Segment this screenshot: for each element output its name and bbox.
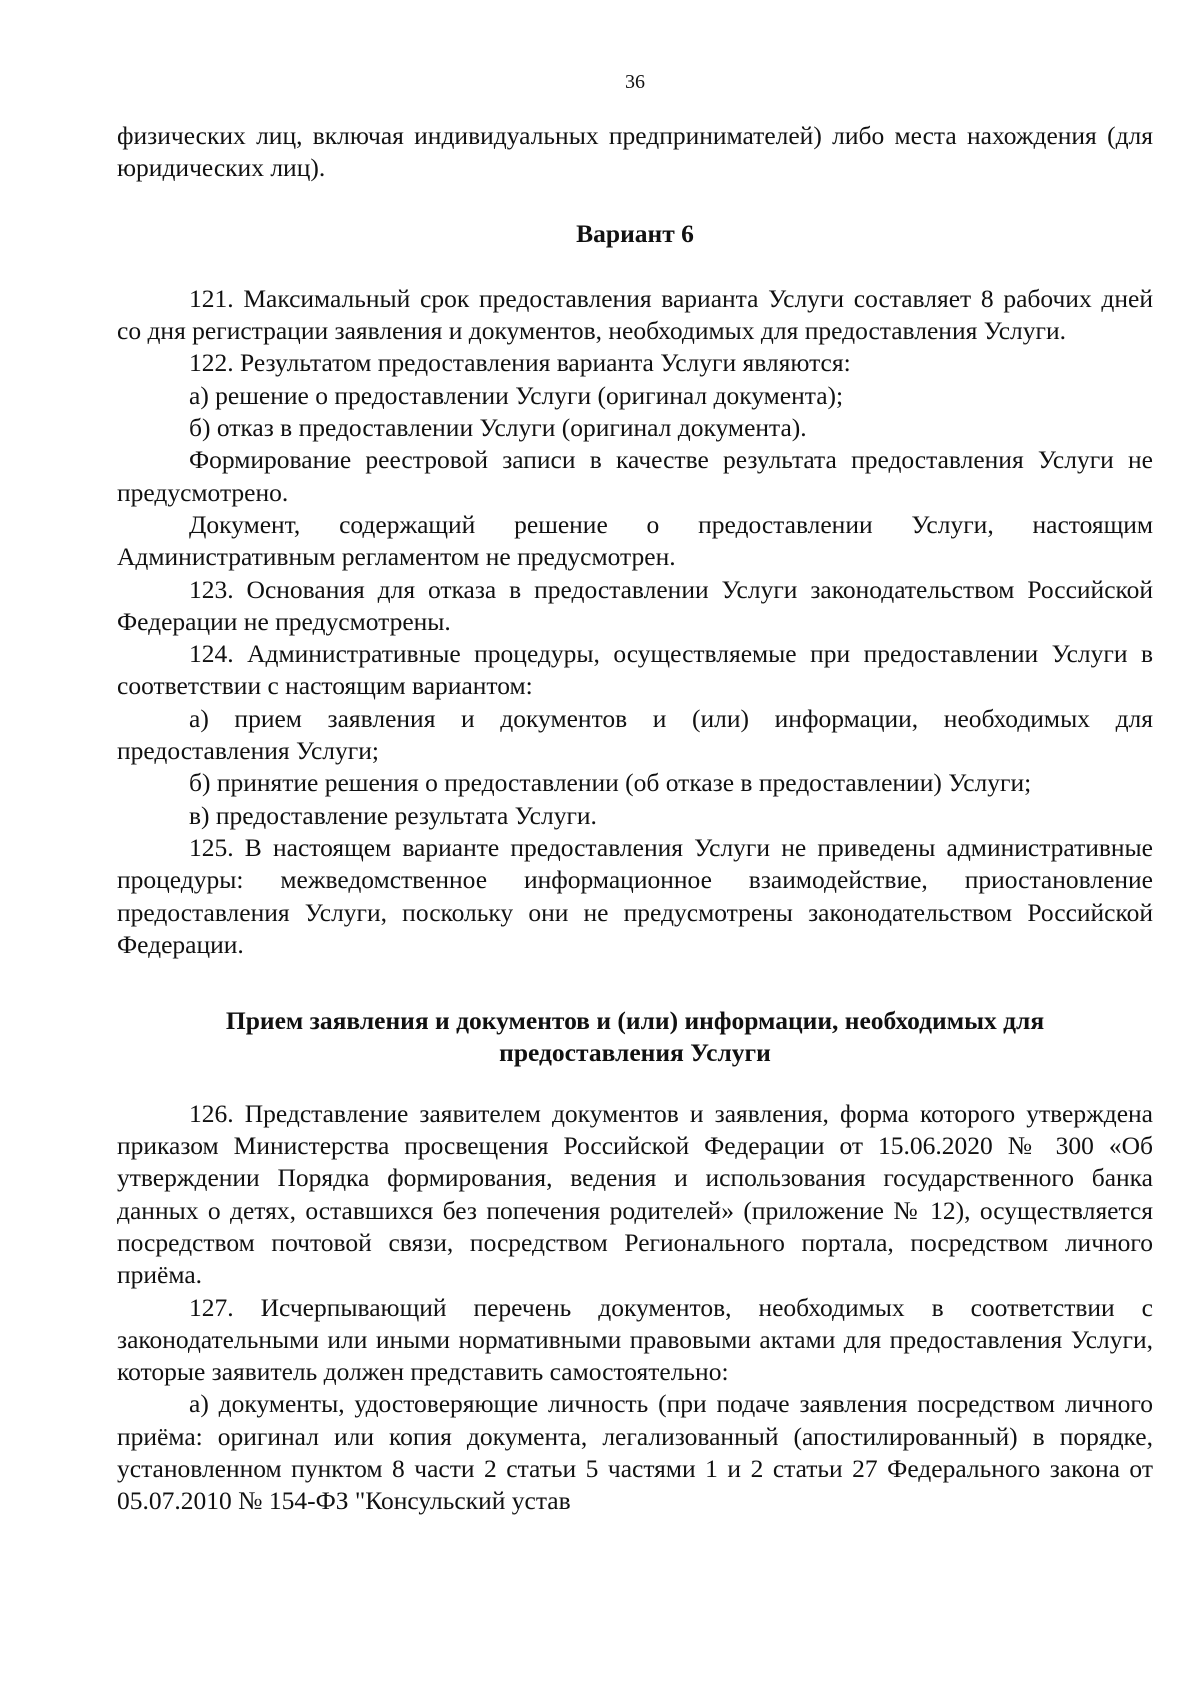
list-item-124-c: в) предоставление результата Услуги.: [189, 800, 597, 830]
paragraph-124: 124. Административные процедуры, осуществляемые при предоставлении Услуги в соответствии с настоящим вариантом:: [117, 639, 1153, 701]
subsection-title: [117, 1005, 1153, 1070]
list-item-127-a: а) документы, удостоверяющие личность (при подаче заявления посредством личного приёма: оригинал или копия документа, легализованный (апостилированный) в порядке, установленном пунктом 8 части 2 статьи 5 частями 1 и 2 статьи 27 Федерального закона от 05.07.2010 № 154-ФЗ "Консульский устав: [117, 1389, 1153, 1516]
list-item-122-a: а) решение о предоставлении Услуги (оригинал документа);: [189, 380, 844, 410]
document-body: [117, 120, 1153, 1518]
paragraph-125: 125. В настоящем варианте предоставления Услуги не приведены административные процедуры: межведомственное информационное взаимодействие, приостановление предоставления Услуги, поскольку они не предусмотрены законодательством Российской Федерации.: [117, 832, 1153, 959]
subsection-title-line-1: Прием заявления и документов и (или) информации, необходимых для: [225, 1006, 1045, 1036]
page-number: 36: [625, 71, 645, 93]
paragraph-123: 123. Основания для отказа в предоставлении Услуги законодательством Российской Федерации не предусмотрены.: [117, 574, 1153, 636]
list-item-124-a: а) прием заявления и документов и (или) информации, необходимых для предоставления Услуги;: [117, 703, 1153, 766]
section-title: Вариант 6: [576, 218, 694, 248]
paragraph-121: 121. Максимальный срок предоставления варианта Услуги составляет 8 рабочих дней со дня регистрации заявления и документов, необходимых для предоставления Услуги.: [117, 283, 1153, 346]
paragraph-decision-document: Документ, содержащий решение о предоставлении Услуги, настоящим Административным регламентом не предусмотрен.: [117, 509, 1153, 572]
list-item-122-b: б) отказ в предоставлении Услуги (оригинал документа).: [189, 413, 807, 443]
paragraph-126: 126. Представление заявителем документов и заявления, форма которого утверждена приказом Министерства просвещения Российской Федерации от 15.06.2020 № 300 «Об утверждении Порядка формирования, ведения и использования государственного банка данных о детях, оставшихся без попечения родителей» (приложение № 12), осуществляется посредством почтовой связи, посредством Регионального портала, посредством личного приёма.: [117, 1098, 1153, 1290]
paragraph-127: 127. Исчерпывающий перечень документов, необходимых в соответствии с законодательными или иными нормативными правовыми актами для предоставления Услуги, которые заявитель должен представить самостоятельно:: [117, 1292, 1153, 1387]
paragraph-registry-record: Формирование реестровой записи в качестве результата предоставления Услуги не предусмотрено.: [117, 445, 1153, 507]
paragraph-122: 122. Результатом предоставления варианта Услуги являются:: [189, 348, 851, 378]
list-item-124-b: б) принятие решения о предоставлении (об отказе в предоставлении) Услуги;: [189, 768, 1032, 798]
subsection-title-line-2: предоставления Услуги: [499, 1038, 771, 1068]
intro-paragraph: физических лиц, включая индивидуальных предпринимателей) либо места нахождения (для юридических лиц).: [117, 121, 1153, 183]
